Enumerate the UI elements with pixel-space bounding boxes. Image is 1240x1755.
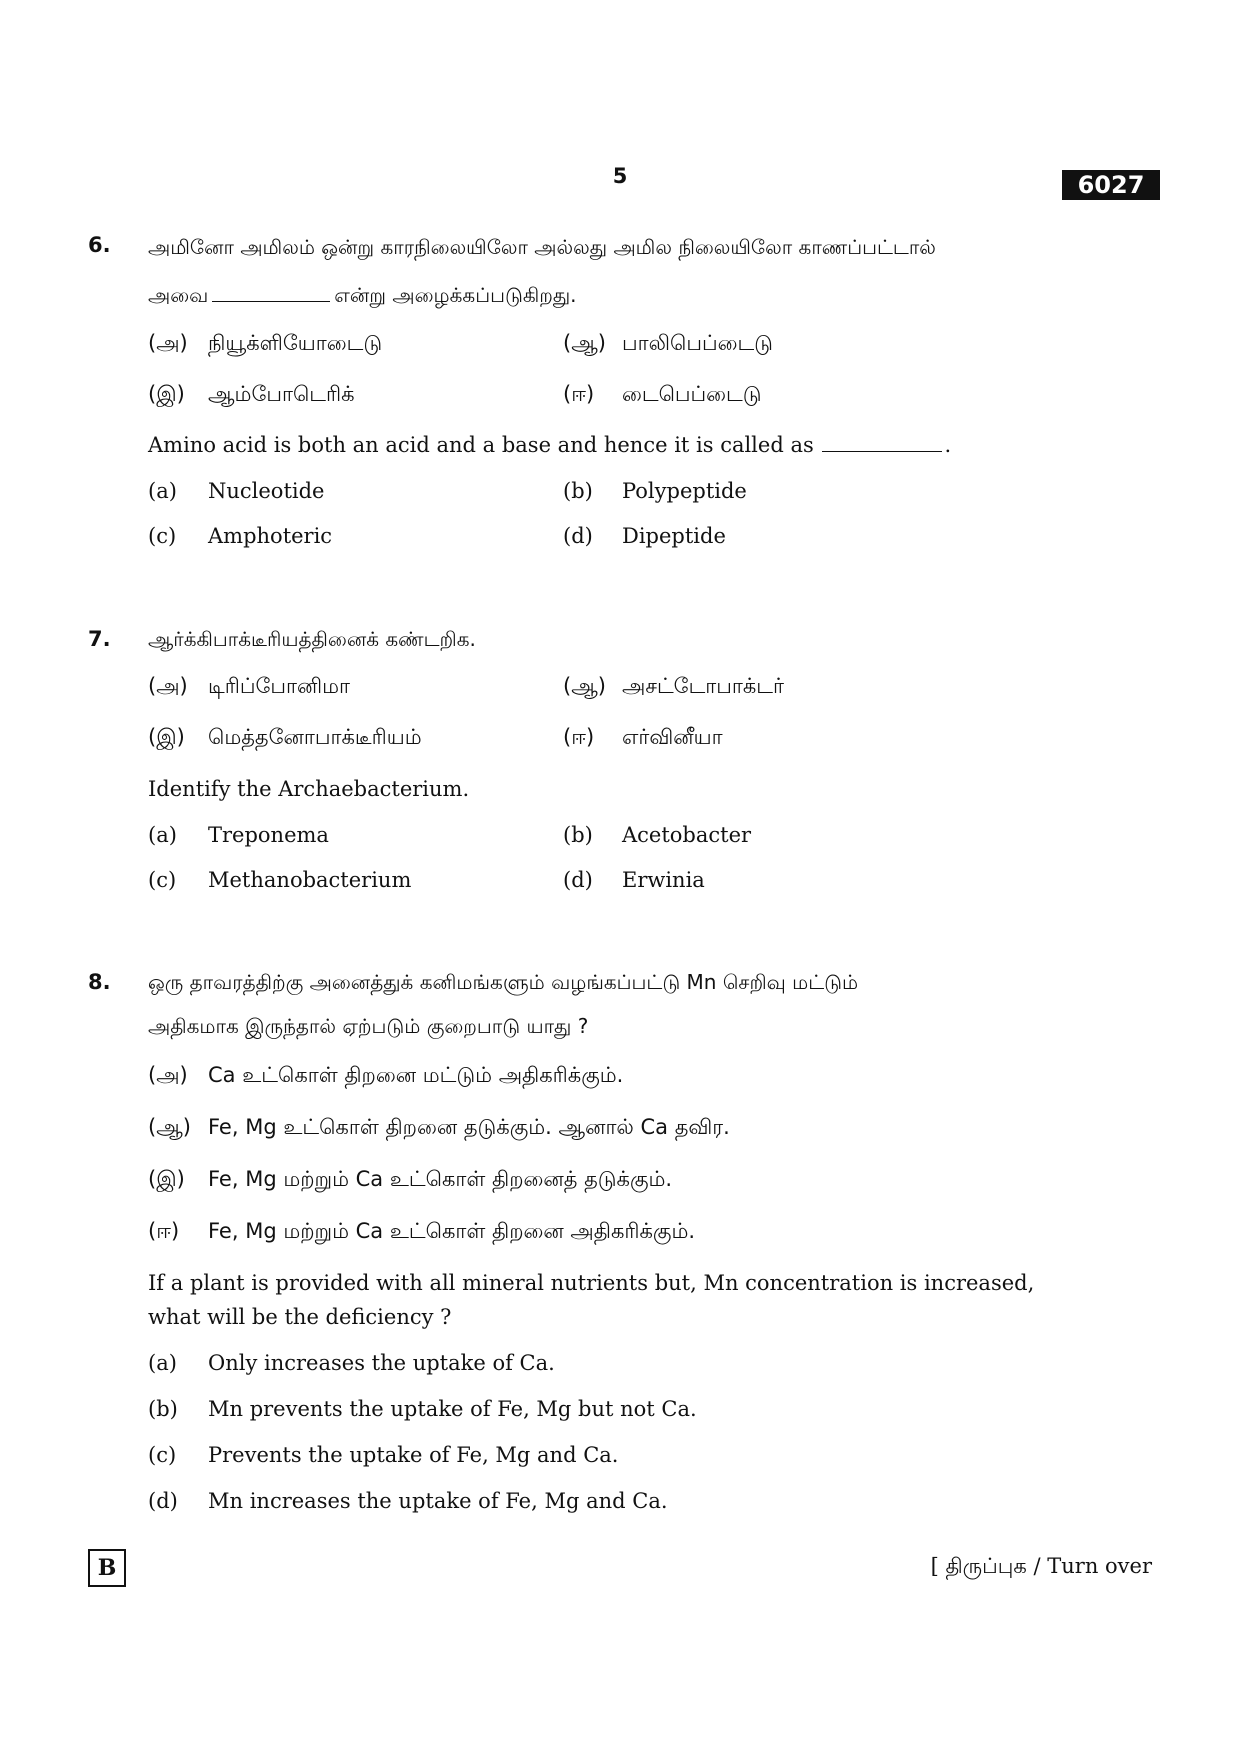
english-question-line: Amino acid is both an acid and a base and hence it is called as . [148,433,952,457]
question-number: 6. [88,233,111,257]
option-text: Fe, Mg மற்றும் Ca உட்கொள் திறனைத் தடுக்கும். [208,1167,673,1191]
english-question-line: what will be the deficiency ? [148,1305,452,1329]
option-label: (ஈ) [563,725,595,749]
option-label: (ஆ) [563,331,606,355]
option-label: (b) [148,1397,178,1421]
option-text: அசட்டோபாக்டர் [622,674,784,698]
option-text: Mn increases the uptake of Fe, Mg and Ca. [208,1489,668,1513]
option-text: Methanobacterium [208,868,412,892]
tamil-question-line: ஒரு தாவரத்திற்கு அனைத்துக் கனிமங்களும் வழங்கப்பட்டு Mn செறிவு மட்டும் [148,970,859,994]
option-label: (அ) [148,1063,188,1087]
option-text: நியூக்ளியோடைடு [208,331,383,355]
option-label: (c) [148,1443,177,1467]
option-text: ஆம்போடெரிக் [208,382,355,406]
option-label: (ஆ) [148,1115,191,1139]
turn-over-note: [ திருப்புக / Turn over [930,1554,1152,1578]
option-label: (d) [148,1489,178,1513]
option-label: (b) [563,823,593,847]
option-text: Prevents the uptake of Fe, Mg and Ca. [208,1443,619,1467]
option-label: (இ) [148,725,185,749]
option-text: Mn prevents the uptake of Fe, Mg but not Ca. [208,1397,697,1421]
answer-blank [212,300,330,302]
option-text: Dipeptide [622,524,726,548]
english-question-line: If a plant is provided with all mineral nutrients but, Mn concentration is increased, [148,1271,1035,1295]
option-text: Treponema [208,823,329,847]
option-label: (c) [148,868,177,892]
question-number: 7. [88,627,111,651]
option-label: (ஈ) [148,1219,180,1243]
option-label: (a) [148,823,177,847]
option-text: டிரிப்போனிமா [208,674,350,698]
option-text: Acetobacter [622,823,752,847]
option-label: (அ) [148,674,188,698]
option-text: Ca உட்கொள் திறனை மட்டும் அதிகரிக்கும். [208,1063,624,1087]
tamil-question-line: அதிகமாக இருந்தால் ஏற்படும் குறைபாடு யாது ? [148,1014,589,1038]
option-text: Only increases the uptake of Ca. [208,1351,555,1375]
english-question-line: Identify the Archaebacterium. [148,777,470,801]
option-label: (ஆ) [563,674,606,698]
series-badge: B [88,1549,126,1587]
option-label: (அ) [148,331,188,355]
option-text: Fe, Mg உட்கொள் திறனை தடுக்கும். ஆனால் Ca தவிர. [208,1115,730,1139]
tamil-question-line: அமினோ அமிலம் ஒன்று காரநிலையிலோ அல்லது அமில நிலையிலோ காணப்பட்டால் [148,235,936,259]
option-text: எர்வினீயா [622,725,723,749]
option-label: (a) [148,479,177,503]
question-paper-code: 6027 [1062,170,1160,200]
answer-blank [822,450,942,452]
option-text: Amphoteric [208,524,333,548]
question-number: 8. [88,970,111,994]
option-label: (d) [563,524,593,548]
option-text: டைபெப்டைடு [622,382,762,406]
page-number: 5 [612,164,628,188]
option-label: (b) [563,479,593,503]
option-text: பாலிபெப்டைடு [622,331,773,355]
option-label: (இ) [148,382,185,406]
option-label: (ஈ) [563,382,595,406]
tamil-question-line: ஆர்க்கிபாக்டீரியத்தினைக் கண்டறிக. [148,627,476,651]
tamil-question-line: அவை என்று அழைக்கப்படுகிறது. [148,283,577,307]
option-text: Erwinia [622,868,705,892]
option-text: மெத்தனோபாக்டீரியம் [208,725,422,749]
option-label: (d) [563,868,593,892]
option-text: Nucleotide [208,479,325,503]
option-text: Fe, Mg மற்றும் Ca உட்கொள் திறனை அதிகரிக்கும். [208,1219,696,1243]
option-text: Polypeptide [622,479,747,503]
option-label: (இ) [148,1167,185,1191]
option-label: (a) [148,1351,177,1375]
option-label: (c) [148,524,177,548]
